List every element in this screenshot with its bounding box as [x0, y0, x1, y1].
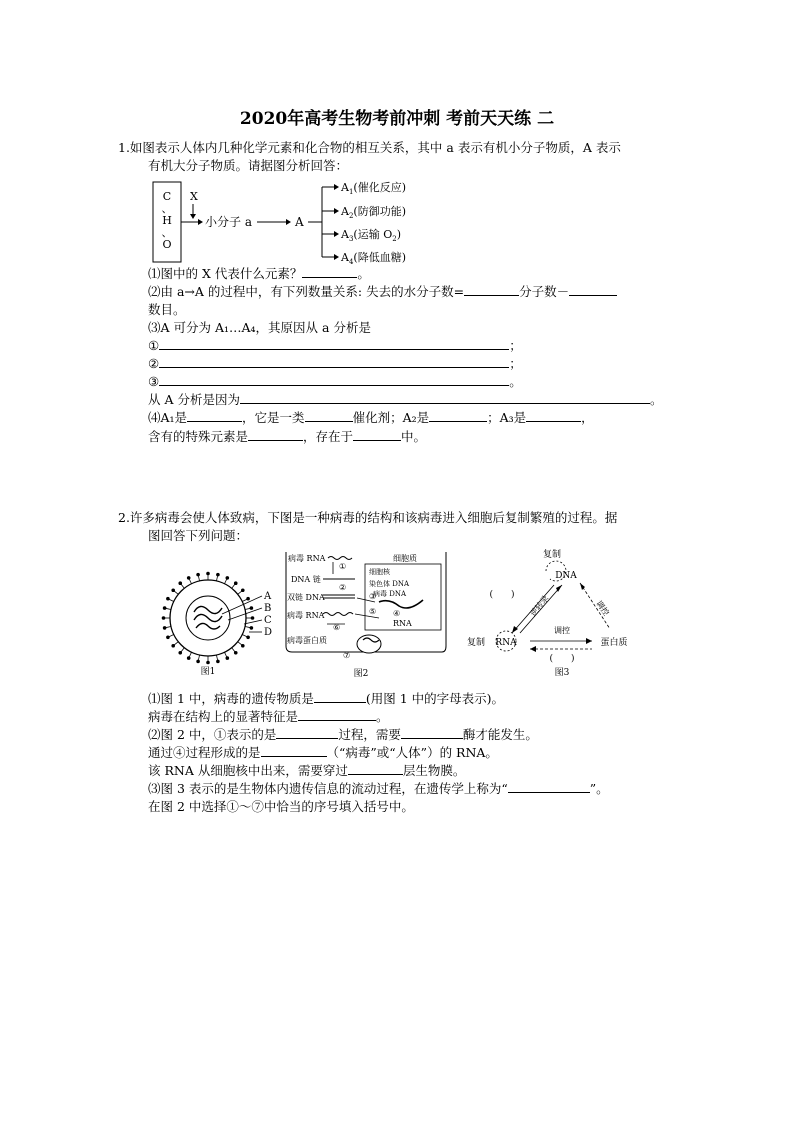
fig2-chrom-dna: 染色体 DNA: [369, 580, 410, 588]
q2-stem-line2: 图回答下列问题：: [148, 528, 249, 543]
virus-spike: [245, 626, 250, 627]
fig2-replication: [283, 548, 449, 680]
q1-sub3: ⑶A 可分为 A₁…A₄，其原因从 a 分析是: [148, 320, 371, 335]
virus-spike-head: [216, 573, 220, 577]
virus-spike: [166, 608, 171, 609]
blank-2-1a[interactable]: [314, 690, 366, 703]
virus-spike-head: [246, 597, 250, 601]
virus-spike: [224, 652, 226, 657]
element-o: O: [162, 238, 172, 251]
a3-label: $A_3$(运输 $O_2$): [341, 228, 401, 243]
virus-spike-head: [187, 656, 191, 660]
blank-1-4e[interactable]: [248, 428, 303, 441]
svg-text:④: ④: [393, 609, 401, 618]
fig2-ds-dna: 双链 DNA: [287, 593, 325, 602]
q1-sub3-c3: ③ 。: [148, 374, 522, 389]
q1-sub3-fromA: 从 A 分析是因为 。: [148, 392, 663, 407]
blank-2-1b[interactable]: [298, 708, 376, 721]
virus-spike-head: [178, 581, 182, 585]
fig3-regulate-bottom: 调控: [554, 626, 570, 635]
virus-spike-head: [163, 626, 167, 630]
virus-spike-head: [226, 656, 230, 660]
virus-spike: [232, 648, 235, 652]
fig1-virus: [150, 562, 280, 680]
svg-text:②: ②: [339, 583, 347, 592]
page-title: 2020年高考生物考前冲刺 考前天天练 二: [239, 109, 555, 129]
q2-sub3: ⑶图 3 表示的是生物体内遗传信息的流动过程，在遗传学上称为“ ”。: [148, 781, 609, 796]
virus-spike-head: [250, 606, 254, 610]
a2-label: $A_2$(防御功能): [341, 205, 407, 220]
virus-spike-head: [234, 651, 238, 655]
svg-text:①: ①: [339, 562, 347, 571]
fig2-caption: 图2: [353, 669, 369, 679]
virus-spike: [198, 655, 199, 660]
fig2-dna-chain: DNA 链: [291, 575, 321, 584]
fig3-replicate-top: 复制: [542, 550, 562, 560]
virus-spike-head: [206, 661, 210, 665]
q1-sub4: ⑷A₁是 ，它是一类 催化剂；A₂是 ；A₃是 ，: [148, 410, 594, 425]
q1-diagram: [150, 178, 430, 266]
virus-spike: [238, 591, 242, 594]
virus-spike: [216, 655, 217, 660]
virus-spike-head: [216, 660, 220, 664]
virus-spike: [238, 642, 242, 645]
virus-spike-head: [187, 576, 191, 580]
blank-1-3d[interactable]: [240, 391, 650, 404]
fig2-virus-rna2: 病毒 RNA: [287, 611, 325, 620]
virus-spike: [216, 576, 217, 581]
q2-sub1: ⑴图 1 中，病毒的遗传物质是 (用图 1 中的字母表示)。: [148, 691, 505, 706]
virus-spike: [181, 648, 184, 652]
q2-sub2: ⑵图 2 中，①表示的是 过程，需要 酶才能发生。: [148, 727, 538, 742]
blank-1-4f[interactable]: [353, 428, 401, 441]
blank-1-3b[interactable]: [159, 355, 509, 368]
q1-sub1: ⑴图中的 X 代表什么元素？ 。: [148, 266, 370, 281]
blank-1-3a[interactable]: [159, 337, 509, 350]
blank-1-4a[interactable]: [187, 409, 242, 422]
element-c: C: [162, 190, 172, 203]
small-a-label: 小分子 a: [205, 215, 252, 229]
virus-spike-head: [206, 572, 210, 576]
blank-1-2a[interactable]: [464, 283, 519, 296]
fig3-caption: 图3: [554, 668, 570, 678]
blank-2-2d[interactable]: [348, 762, 403, 775]
virus-spike-head: [171, 644, 175, 648]
blank-1-1[interactable]: [302, 265, 357, 278]
virus-spike: [245, 608, 250, 609]
virus-spike: [174, 642, 178, 645]
virus-spike-head: [171, 588, 175, 592]
svg-text:⑥: ⑥: [333, 623, 341, 632]
element-h: H: [162, 214, 172, 227]
fig3-protein: 蛋白质: [600, 638, 628, 648]
virus-spike-head: [178, 651, 182, 655]
virus-spike-head: [166, 636, 170, 640]
blank-2-3a[interactable]: [508, 780, 590, 793]
fig2-cytoplasm: 细胞质: [393, 554, 417, 563]
svg-text:⑦: ⑦: [343, 651, 351, 660]
fig2-nucleus: 细胞核: [369, 568, 390, 576]
q2-sub3b: 在图 2 中选择①～⑦中恰当的序号填入括号中。: [148, 799, 414, 814]
q1-sub3-c2: ② ；: [148, 356, 522, 371]
q1-sub3-c1: ① ；: [148, 338, 522, 353]
fig1-label-b: B: [264, 603, 272, 614]
virus-spike-head: [196, 660, 200, 664]
q1-sub2-end: 数目。: [148, 302, 186, 317]
fig3-regulate-right: 调控: [594, 599, 611, 618]
fig2-virus-rna: 病毒 RNA: [288, 554, 326, 563]
q2-sub1b: 病毒在结构上的显著特征是 。: [148, 709, 389, 724]
big-A-label: A: [295, 215, 304, 229]
virus-spike-head: [241, 588, 245, 592]
fig2-rna: RNA: [393, 619, 412, 628]
virus-spike: [189, 652, 191, 657]
virus-spike: [189, 579, 191, 584]
blank-1-4d[interactable]: [526, 409, 581, 422]
fig2-virus-protein: 病毒蛋白质: [287, 636, 327, 645]
virus-spike: [181, 584, 184, 588]
virus-spike-head: [241, 644, 245, 648]
virus-spike-head: [166, 597, 170, 601]
element-sep2: 、: [161, 226, 173, 239]
fig3-central-dogma: [462, 545, 642, 680]
virus-spike: [242, 634, 247, 636]
virus-spike: [169, 634, 174, 636]
virus-spike: [232, 584, 235, 588]
q2-stem-line1: 2.许多病毒会使人体致病，下图是一种病毒的结构和该病毒进入细胞后复制繁殖的过程。据: [118, 510, 618, 525]
blank-1-3c[interactable]: [159, 373, 509, 386]
blank-2-2c[interactable]: [261, 744, 327, 757]
blank-1-2b[interactable]: [569, 283, 617, 296]
fig3-rna: RNA: [495, 638, 517, 648]
virus-spike-head: [196, 573, 200, 577]
q2-sub2c: 该 RNA 从细胞核中出来，需要穿过 层生物膜。: [148, 763, 466, 778]
virus-spike-head: [163, 606, 167, 610]
q1-stem-line2: 有机大分子物质。请据图分析回答：: [148, 158, 349, 173]
virus-spike-head: [246, 636, 250, 640]
virus-spike-head: [234, 581, 238, 585]
q1-sub4-line2: 含有的特殊元素是 ，存在于 中。: [148, 429, 427, 444]
virus-spike: [224, 579, 226, 584]
svg-text:⑤: ⑤: [369, 607, 377, 616]
fig1-label-d: D: [264, 627, 273, 638]
q2-sub2b: 通过④过程形成的是 （“病毒”或“人体”）的 RNA。: [148, 745, 498, 760]
virus-spike-head: [226, 576, 230, 580]
budding-virus: [357, 635, 381, 653]
fig2-viral-dna: 病毒 DNA: [373, 590, 407, 598]
fig3-paren-left: ( ): [489, 590, 515, 600]
virus-spike-head: [250, 626, 254, 630]
virus-spike-head: [251, 616, 255, 620]
virus-spike: [169, 599, 174, 601]
virus-spike-head: [162, 616, 166, 620]
fig3-dna: DNA: [555, 571, 577, 581]
virus-spike: [198, 576, 199, 581]
fig1-label-c: C: [264, 615, 272, 626]
fig1-label-a: A: [264, 591, 272, 602]
element-sep1: 、: [161, 202, 173, 215]
x-label: X: [190, 190, 198, 203]
blank-1-4c[interactable]: [429, 409, 487, 422]
fig3-replicate-left: 复制: [466, 638, 486, 648]
virus-spike: [174, 591, 178, 594]
a1-label: $A_1$(催化反应): [341, 181, 407, 196]
blank-2-2b[interactable]: [401, 726, 463, 739]
svg-text:③: ③: [369, 592, 377, 601]
q1-stem-line1: 1.如图表示人体内几种化学元素和化合物的相互关系，其中 a 表示有机小分子物质，A 表示: [118, 140, 621, 155]
q1-sub2: ⑵由 a→A 的过程中，有下列数量关系: 失去的水分子数= 分子数－: [148, 283, 617, 301]
a4-label: $A_4$(降低血糖): [341, 251, 407, 266]
fig3-reverse: 逆转录: [528, 593, 551, 619]
virus-spike: [242, 599, 247, 601]
blank-2-2a[interactable]: [276, 726, 338, 739]
blank-1-4b[interactable]: [305, 409, 353, 422]
virus-spike: [166, 626, 171, 627]
fig3-paren-bottom: ( ): [549, 654, 575, 664]
fig1-caption: 图1: [200, 667, 216, 677]
